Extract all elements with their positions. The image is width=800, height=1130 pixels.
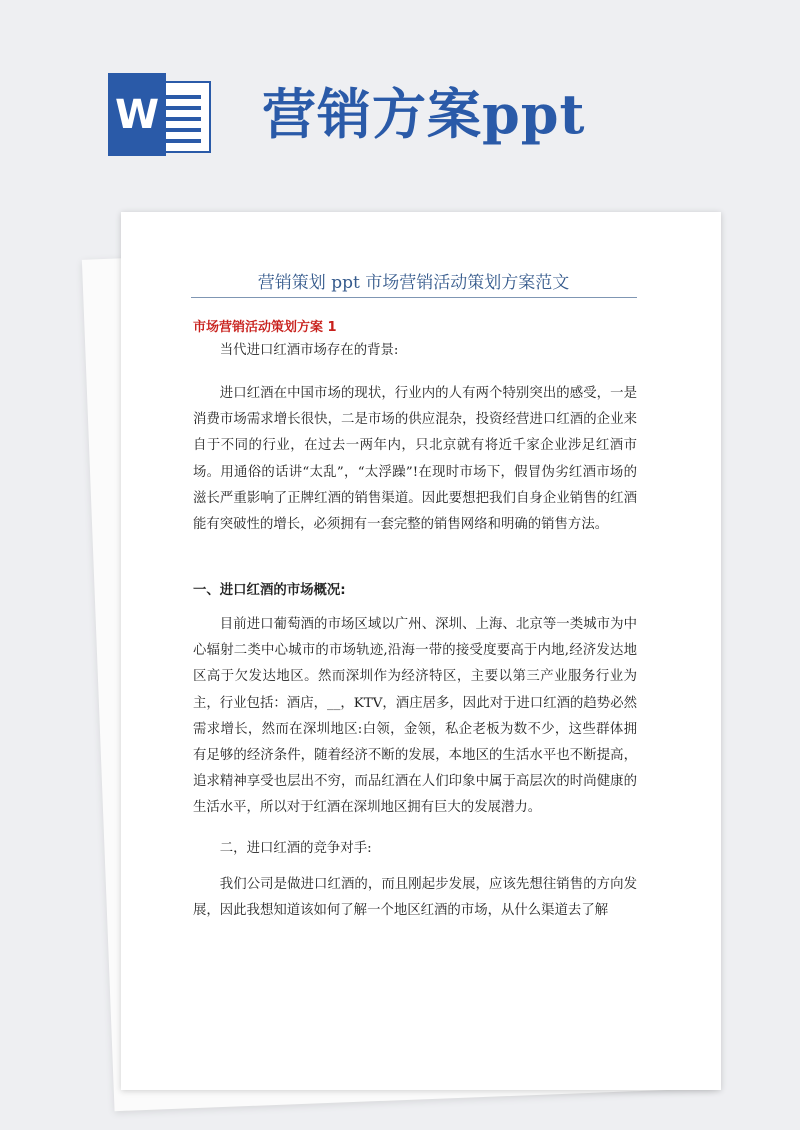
page-heading: 营销策划 ppt 市场营销活动策划方案范文 xyxy=(257,273,570,293)
paragraph-competitors: 我们公司是做进口红酒的，而且刚起步发展，应该先想往销售的方向发展，因此我想知道该如何了解一个地区红酒的市场，从什么渠道去了解 xyxy=(193,877,637,919)
word-w-badge: W xyxy=(108,73,166,156)
paragraph-market-overview: 目前进口葡萄酒的市场区域以广州、深圳、上海、北京等一类城市为中心辐射二类中心城市的市场轨迹,沿海一带的接受度要高于内地,经济发达地区高于欠发达地区。然而深圳作为经济特区，主要以第三产业服务行业为主，行业包括：酒店，__，KTV，酒庄居多，因此对于进口红酒的趋势必然需求增长，然而在深圳地区:白领，金领，私企老板为数不少，这些群体拥有足够的经济条件，随着经济不断的发展，本地区的生活水平也不断提高，追求精神享受也层出不穷，而品红酒在人们印象中属于高层次的时尚健康的生活水平，所以对于红酒在深圳地区拥有巨大的发展潜力。 xyxy=(193,617,637,816)
word-app-icon xyxy=(108,73,211,156)
heading-market-overview: 一、进口红酒的市场概况: xyxy=(193,583,346,598)
paragraph-background: 当代进口红酒市场存在的背景: xyxy=(219,343,399,358)
document-title: 营销方案ppt xyxy=(262,82,586,146)
heading-divider xyxy=(191,297,637,298)
section-label: 市场营销活动策划方案 1 xyxy=(193,320,337,335)
heading-competitors: 二，进口红酒的竞争对手: xyxy=(219,841,372,856)
paragraph-market-status: 进口红酒在中国市场的现状，行业内的人有两个特别突出的感受，一是消费市场需求增长很快，二是市场的供应混杂，投资经营进口红酒的企业来自于不同的行业，在过去一两年内，只北京就有将近千家企业涉足红酒市场。用通俗的话讲“太乱”，“太浮躁”!在现时市场下，假冒伪劣红酒市场的滋长严重影响了正牌红酒的销售渠道。因此要想把我们自身企业销售的红酒能有突破性的增长，必须拥有一套完整的销售网络和明确的销售方法。 xyxy=(193,386,637,533)
document-page xyxy=(121,212,721,1090)
